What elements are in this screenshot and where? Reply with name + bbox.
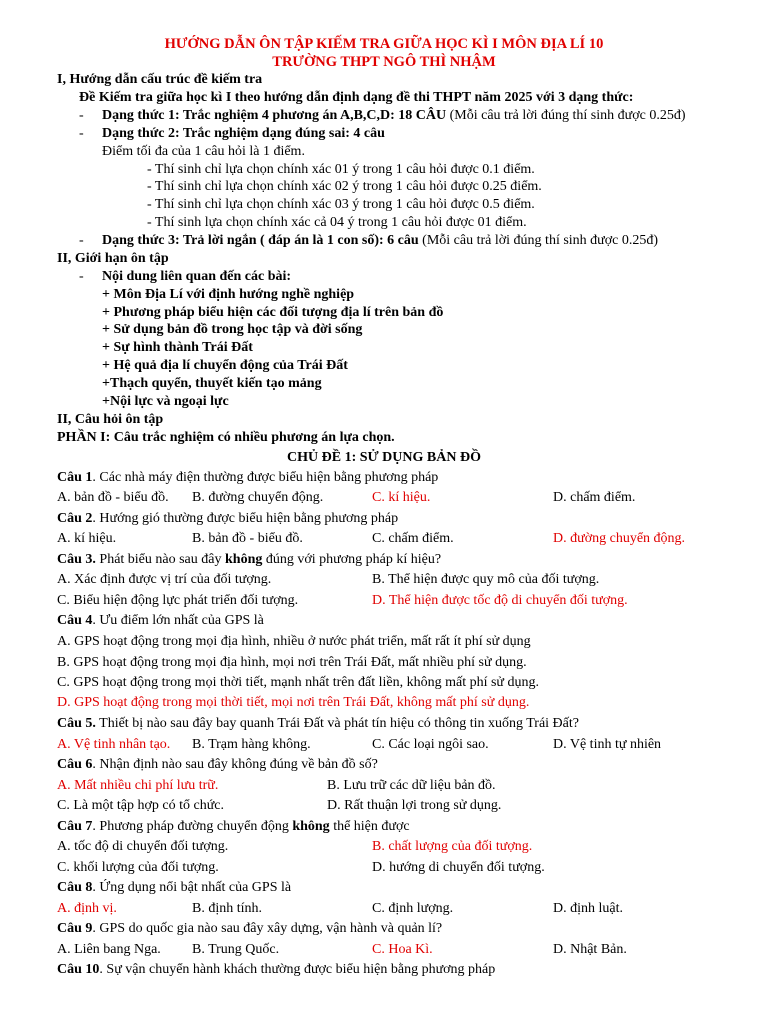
topic-item: + Hệ quả địa lí chuyển động của Trái Đất xyxy=(102,358,348,373)
topic-item: + Sử dụng bản đồ trong học tập và đời sống xyxy=(102,322,363,337)
option-d: D. Vệ tinh tự nhiên xyxy=(553,737,662,752)
question-text: đúng với phương pháp kí hiệu? xyxy=(262,552,442,567)
question-text: . Phương pháp đường chuyển động xyxy=(92,819,293,834)
option-d: D. hướng di chuyển đối tượng. xyxy=(372,860,545,875)
question-6 xyxy=(57,756,378,774)
option-b-correct: B. chất lượng của đối tượng. xyxy=(372,839,533,854)
format-2-rule: - Thí sinh chỉ lựa chọn chính xác 02 ý trong 1 câu hỏi được 0.25 điểm. xyxy=(147,179,542,194)
option-c: C. Là một tập hợp có tổ chức. xyxy=(57,798,225,813)
question-2 xyxy=(57,510,398,528)
topic-item: + Phương pháp biểu hiện các đối tượng địa lí trên bản đồ xyxy=(102,305,444,320)
format-1 xyxy=(102,107,686,125)
section-3-heading: II, Câu hỏi ôn tập xyxy=(57,412,164,427)
question-text: . Các nhà máy điện thường được biểu hiện bằng phương pháp xyxy=(92,470,439,485)
question-8 xyxy=(57,879,291,897)
option-c: C. định lượng. xyxy=(372,901,454,916)
section-1-intro: Đề Kiếm tra giữa học kì I theo hướng dẫn định dạng đề thi THPT năm 2025 với 3 dạng thức: xyxy=(79,90,634,105)
option-d-correct: D. GPS hoạt động trong mọi thời tiết, mọi nơi trên Trái Đất, không mất phí sử dụng. xyxy=(57,695,530,710)
part-1-heading: PHẦN I: Câu trắc nghiệm có nhiều phương án lựa chọn. xyxy=(57,430,395,445)
question-label: Câu 6 xyxy=(57,757,93,772)
question-text: . Ứng dụng nổi bật nhất của GPS là xyxy=(92,880,292,895)
option-a: A. bản đồ - biểu đồ. xyxy=(57,490,169,505)
question-text: Phát biểu nào sau đây xyxy=(95,552,225,567)
format-2-title: Dạng thức 2: Trắc nghiệm dạng đúng sai: 4 câu xyxy=(102,126,385,141)
question-label: Câu 9 xyxy=(57,921,93,936)
option-c: C. Các loại ngôi sao. xyxy=(372,737,489,752)
format-2-note: Điểm tối đa của 1 câu hỏi là 1 điểm. xyxy=(102,144,305,159)
option-b: B. Thể hiện được quy mô của đối tượng. xyxy=(372,572,600,587)
question-5 xyxy=(57,715,579,733)
topic-1-heading: CHỦ ĐỀ 1: SỬ DỤNG BẢN ĐỒ xyxy=(287,450,481,465)
format-2-rule: - Thí sinh lựa chọn chính xác cả 04 ý trong 1 câu hỏi được 01 điểm. xyxy=(147,215,527,230)
topic-item: +Nội lực và ngoại lực xyxy=(102,394,229,409)
option-a: A. kí hiệu. xyxy=(57,531,117,546)
format-1-note: (Mỗi câu trả lời đúng thí sinh được 0.25đ) xyxy=(446,108,686,123)
question-emphasis: không xyxy=(225,552,263,567)
question-1 xyxy=(57,469,438,487)
format-2-rule: - Thí sinh chỉ lựa chọn chính xác 03 ý trong 1 câu hỏi được 0.5 điểm. xyxy=(147,197,535,212)
option-a-correct: A. Mất nhiều chi phí lưu trữ. xyxy=(57,778,219,793)
option-d: D. định luật. xyxy=(553,901,623,916)
option-a: A. tốc độ di chuyển đối tượng. xyxy=(57,839,229,854)
question-label: Câu 10 xyxy=(57,962,100,977)
option-c-correct: C. Hoa Kì. xyxy=(372,942,433,957)
question-text: . GPS do quốc gia nào sau đây xây dựng, vận hành và quản lí? xyxy=(92,921,443,936)
document-title: HƯỚNG DẪN ÔN TẬP KIẾM TRA GIỮA HỌC KÌ I MÔN ĐỊA LÍ 10 xyxy=(164,36,604,52)
question-emphasis: không xyxy=(292,819,330,834)
option-a-correct: A. Vệ tinh nhân tạo. xyxy=(57,737,171,752)
option-a: A. Liên bang Nga. xyxy=(57,942,161,957)
question-7 xyxy=(57,818,410,836)
option-c-correct: C. kí hiệu. xyxy=(372,490,431,505)
option-d: D. Rất thuận lợi trong sử dụng. xyxy=(327,798,502,813)
option-d: D. chấm điểm. xyxy=(553,490,636,505)
option-b: B. Lưu trữ các dữ liệu bản đồ. xyxy=(327,778,496,793)
option-a: A. Xác định được vị trí của đối tượng. xyxy=(57,572,272,587)
format-2-rule: - Thí sinh chỉ lựa chọn chính xác 01 ý trong 1 câu hỏi được 0.1 điểm. xyxy=(147,162,535,177)
question-label: Câu 2 xyxy=(57,511,93,526)
option-c: C. GPS hoạt động trong mọi thời tiết, mạnh nhất trên đất liền, không mất phí sử dụng. xyxy=(57,675,540,690)
option-d: D. Nhật Bản. xyxy=(553,942,627,957)
question-3 xyxy=(57,551,441,569)
school-name: TRƯỜNG THPT NGÔ THÌ NHẬM xyxy=(272,54,496,70)
topic-item: +Thạch quyển, thuyết kiến tạo mảng xyxy=(102,376,322,391)
option-c: C. chấm điểm. xyxy=(372,531,454,546)
option-b: B. bản đồ - biểu đồ. xyxy=(192,531,303,546)
option-d-correct: D. Thể hiện được tốc độ di chuyển đối tượng. xyxy=(372,593,628,608)
question-10 xyxy=(57,961,495,979)
option-a-correct: A. định vị. xyxy=(57,901,117,916)
bullet-dash: - xyxy=(79,233,84,248)
option-b: B. Trạm hàng không. xyxy=(192,737,311,752)
question-text: . Sự vận chuyển hành khách thường được biểu hiện bằng phương pháp xyxy=(99,962,496,977)
question-label: Câu 3. xyxy=(57,552,96,567)
option-d-correct: D. đường chuyển động. xyxy=(553,531,686,546)
question-label: Câu 5. xyxy=(57,716,96,731)
question-text: . Hướng gió thường được biểu hiện bằng phương pháp xyxy=(92,511,399,526)
question-text: . Ưu điểm lớn nhất của GPS là xyxy=(92,613,264,628)
topic-item: + Sự hình thành Trái Đất xyxy=(102,340,253,355)
option-b: B. Trung Quốc. xyxy=(192,942,280,957)
section-2-intro: Nội dung liên quan đến các bài: xyxy=(102,269,292,284)
question-label: Câu 8 xyxy=(57,880,93,895)
section-2-heading: II, Giới hạn ôn tập xyxy=(57,251,169,266)
option-c: C. khối lượng của đối tượng. xyxy=(57,860,219,875)
bullet-dash: - xyxy=(79,269,84,284)
question-4 xyxy=(57,612,264,630)
question-text: . Nhận định nào sau đây không đúng về bản đồ số? xyxy=(92,757,378,772)
section-1-heading: I, Hướng dẫn cấu trúc đề kiếm tra xyxy=(57,72,263,87)
format-3-title: Dạng thức 3: Trả lời ngắn ( đáp án là 1 con số): 6 câu xyxy=(102,233,419,248)
question-text: thể hiện được xyxy=(329,819,410,834)
topic-item: + Môn Địa Lí với định hướng nghề nghiệp xyxy=(102,287,355,302)
bullet-dash: - xyxy=(79,126,84,141)
format-1-title: Dạng thức 1: Trắc nghiệm 4 phương án A,B,C,D: 18 CÂU xyxy=(102,108,447,123)
option-b: B. đường chuyển động. xyxy=(192,490,324,505)
format-3 xyxy=(102,232,658,250)
bullet-dash: - xyxy=(79,108,84,123)
format-3-note: (Mỗi câu trả lời đúng thí sinh được 0.25đ) xyxy=(418,233,659,248)
question-text: Thiết bị nào sau đây bay quanh Trái Đất và phát tín hiệu có thông tin xuống Trái Đất? xyxy=(95,716,579,731)
option-b: B. định tính. xyxy=(192,901,263,916)
question-label: Câu 1 xyxy=(57,470,93,485)
option-a: A. GPS hoạt động trong mọi địa hình, nhiều ở nước phát triển, mất rất ít phí sử dụng xyxy=(57,634,531,649)
option-c: C. Biểu hiện động lực phát triển đối tượng. xyxy=(57,593,299,608)
question-9 xyxy=(57,920,442,938)
question-label: Câu 4 xyxy=(57,613,93,628)
option-b: B. GPS hoạt động trong mọi địa hình, mọi nơi trên Trái Đất, mất nhiều phí sử dụng. xyxy=(57,655,527,670)
question-label: Câu 7 xyxy=(57,819,93,834)
